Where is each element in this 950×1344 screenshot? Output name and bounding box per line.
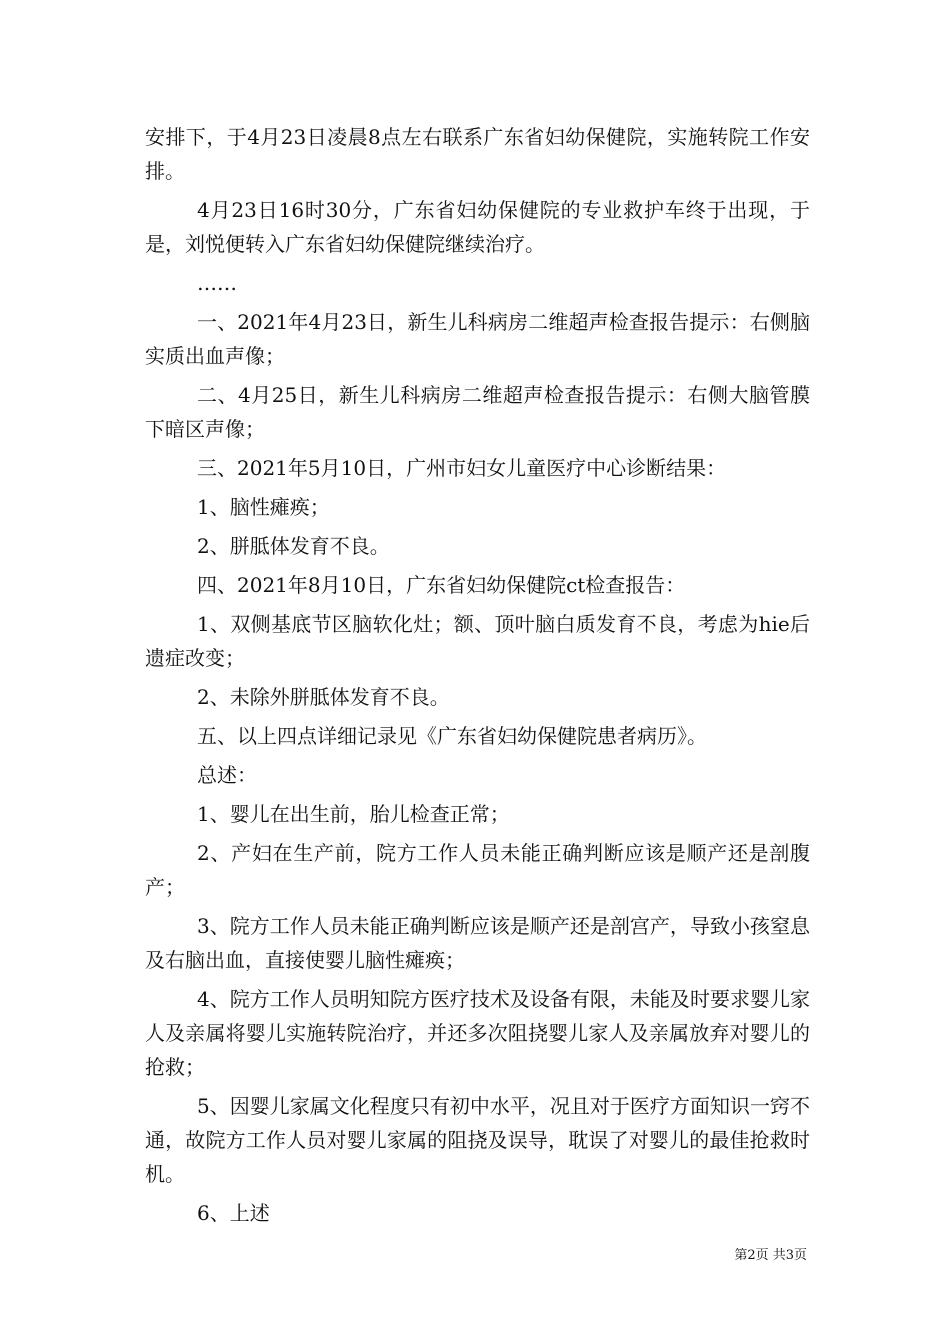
paragraph-10: 1、双侧基底节区脑软化灶；额、顶叶脑白质发育不良，考虑为hie后遗症改变； xyxy=(145,612,810,670)
paragraph-6: 三、2021年5月10日，广州市妇女儿童医疗中心诊断结果： xyxy=(197,456,727,480)
paragraph-18: 5、因婴儿家属文化程度只有初中水平，况且对于医疗方面知识一窍不通，故院方工作人员对婴儿家属的阻挠及误导，耽误了对婴儿的最佳抢救时机。 xyxy=(145,1094,810,1186)
paragraph-17: 4、院方工作人员明知院方医疗技术及设备有限，未能及时要求婴儿家人及亲属将婴儿实施转院治疗，并还多次阻挠婴儿家人及亲属放弃对婴儿的抢救； xyxy=(145,987,810,1079)
paragraph-12: 五、以上四点详细记录见《广东省妇幼保健院患者病历》。 xyxy=(197,724,707,748)
document-body xyxy=(145,120,810,1235)
page-number-footer: 第2页 共3页 xyxy=(734,1248,807,1263)
paragraph-4: 一、2021年4月23日，新生儿科病房二维超声检查报告提示：右侧脑实质出血声像； xyxy=(145,310,810,368)
paragraph-16: 3、院方工作人员未能正确判断应该是顺产还是剖宫产，导致小孩窒息及右脑出血，直接使婴儿脑性瘫痪； xyxy=(145,914,810,972)
paragraph-15: 2、产妇在生产前，院方工作人员未能正确判断应该是顺产还是剖腹产； xyxy=(145,841,810,899)
paragraph-2: 4月23日16时30分，广东省妇幼保健院的专业救护车终于出现，于是，刘悦便转入广东省妇幼保健院继续治疗。 xyxy=(145,198,810,256)
paragraph-13: 总述： xyxy=(197,763,257,787)
paragraph-14: 1、婴儿在出生前，胎儿检查正常； xyxy=(197,802,510,826)
paragraph-11: 2、未除外胼胝体发育不良。 xyxy=(197,685,450,709)
paragraph-5: 二、4月25日，新生儿科病房二维超声检查报告提示：右侧大脑管膜下暗区声像； xyxy=(145,383,810,441)
paragraph-3: …… xyxy=(197,271,237,295)
paragraph-8: 2、胼胝体发育不良。 xyxy=(197,534,390,558)
paragraph-1: 安排下，于4月23日凌晨8点左右联系广东省妇幼保健院，实施转院工作安排。 xyxy=(145,125,810,183)
paragraph-9: 四、2021年8月10日，广东省妇幼保健院ct检查报告： xyxy=(197,573,686,597)
paragraph-7: 1、脑性瘫痪； xyxy=(197,495,330,519)
paragraph-19: 6、上述 xyxy=(197,1201,270,1225)
